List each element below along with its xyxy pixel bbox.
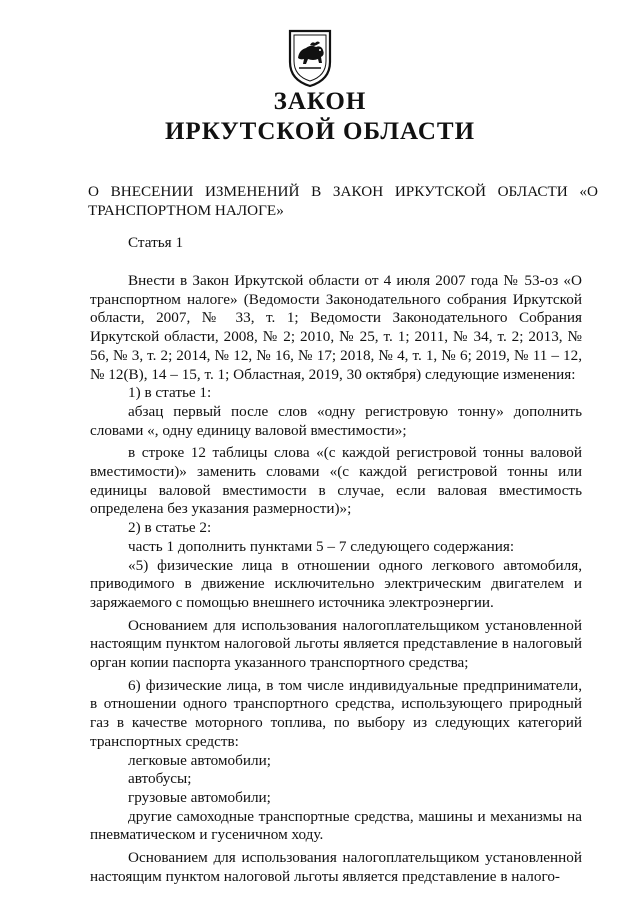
paragraph: Основанием для использования налогоплательщиком установленной настоящим пунктом налоговой льготы является представление в налоговый орган копии паспорта указанного транспортного средства; — [90, 616, 582, 672]
paragraph: легковые автомобили; — [128, 751, 271, 769]
law-body — [90, 272, 582, 887]
paragraph: Основанием для использования налогоплательщиком установленной настоящим пунктом налоговой льготы является представление в налого- — [90, 849, 582, 885]
paragraph: Внести в Закон Иркутской области от 4 июля 2007 года № 53-оз «О транспортном налоге» (Ведомости Законодательного собрания Иркутской области, 2007, № 33, т. 1; Ведомости Законодательного Собрания Иркутской области, 2008, № 2; 2010, № 25, т. 1; 2011, № 34, т. 2; 2013, № 56, № 3, т. 2; 2014, № 12, № 16, № 17; 2018, № 4, т. 1, № 6; 2019, № 11 – 12, № 12(В), 14 – 15, т. 1; Областная, 2019, 30 октября) следующие изменения: — [90, 272, 582, 383]
paragraph: в строке 12 таблицы слова «(с каждой регистровой тонны валовой вместимости)» заменить словами «(с каждой регистровой тонны или единицы валовой вместимости в случае, если валовая вместимость определена без указания размерности)»; — [90, 444, 582, 518]
paragraph: другие самоходные транспортные средства, машины и механизмы на пневматическом и гусеничном ходу. — [90, 807, 582, 844]
article-heading: Статья 1 — [128, 234, 184, 251]
paragraph: 1) в статье 1: — [128, 384, 212, 402]
law-subject: О ВНЕСЕНИИ ИЗМЕНЕНИЙ В ЗАКОН ИРКУТСКОЙ ОБЛАСТИ «О ТРАНСПОРТНОМ НАЛОГЕ» — [88, 183, 598, 219]
paragraph: автобусы; — [128, 770, 192, 788]
paragraph: 2) в статье 2: — [128, 519, 212, 537]
law-title: ЗАКОН — [273, 88, 367, 115]
law-region-title: ИРКУТСКОЙ ОБЛАСТИ — [164, 118, 476, 145]
paragraph: 6) физические лица, в том числе индивидуальные предприниматели, в отношении одного транспортного средства, использующего природный газ в качестве моторного топлива, по выбору из следующих категорий транспортных средств: — [90, 676, 582, 750]
coat-of-arms-icon — [287, 28, 333, 88]
paragraph: «5) физические лица в отношении одного легкового автомобиля, приводимого в движение исключительно электрическим двигателем и заряжаемого с помощью внешнего источника электроэнергии. — [90, 556, 582, 611]
paragraph: грузовые автомобили; — [128, 788, 271, 806]
paragraph: часть 1 дополнить пунктами 5 – 7 следующего содержания: — [128, 537, 515, 555]
paragraph: абзац первый после слов «одну регистровую тонну» дополнить словами «, одну единицу валовой вместимости»; — [90, 402, 582, 439]
